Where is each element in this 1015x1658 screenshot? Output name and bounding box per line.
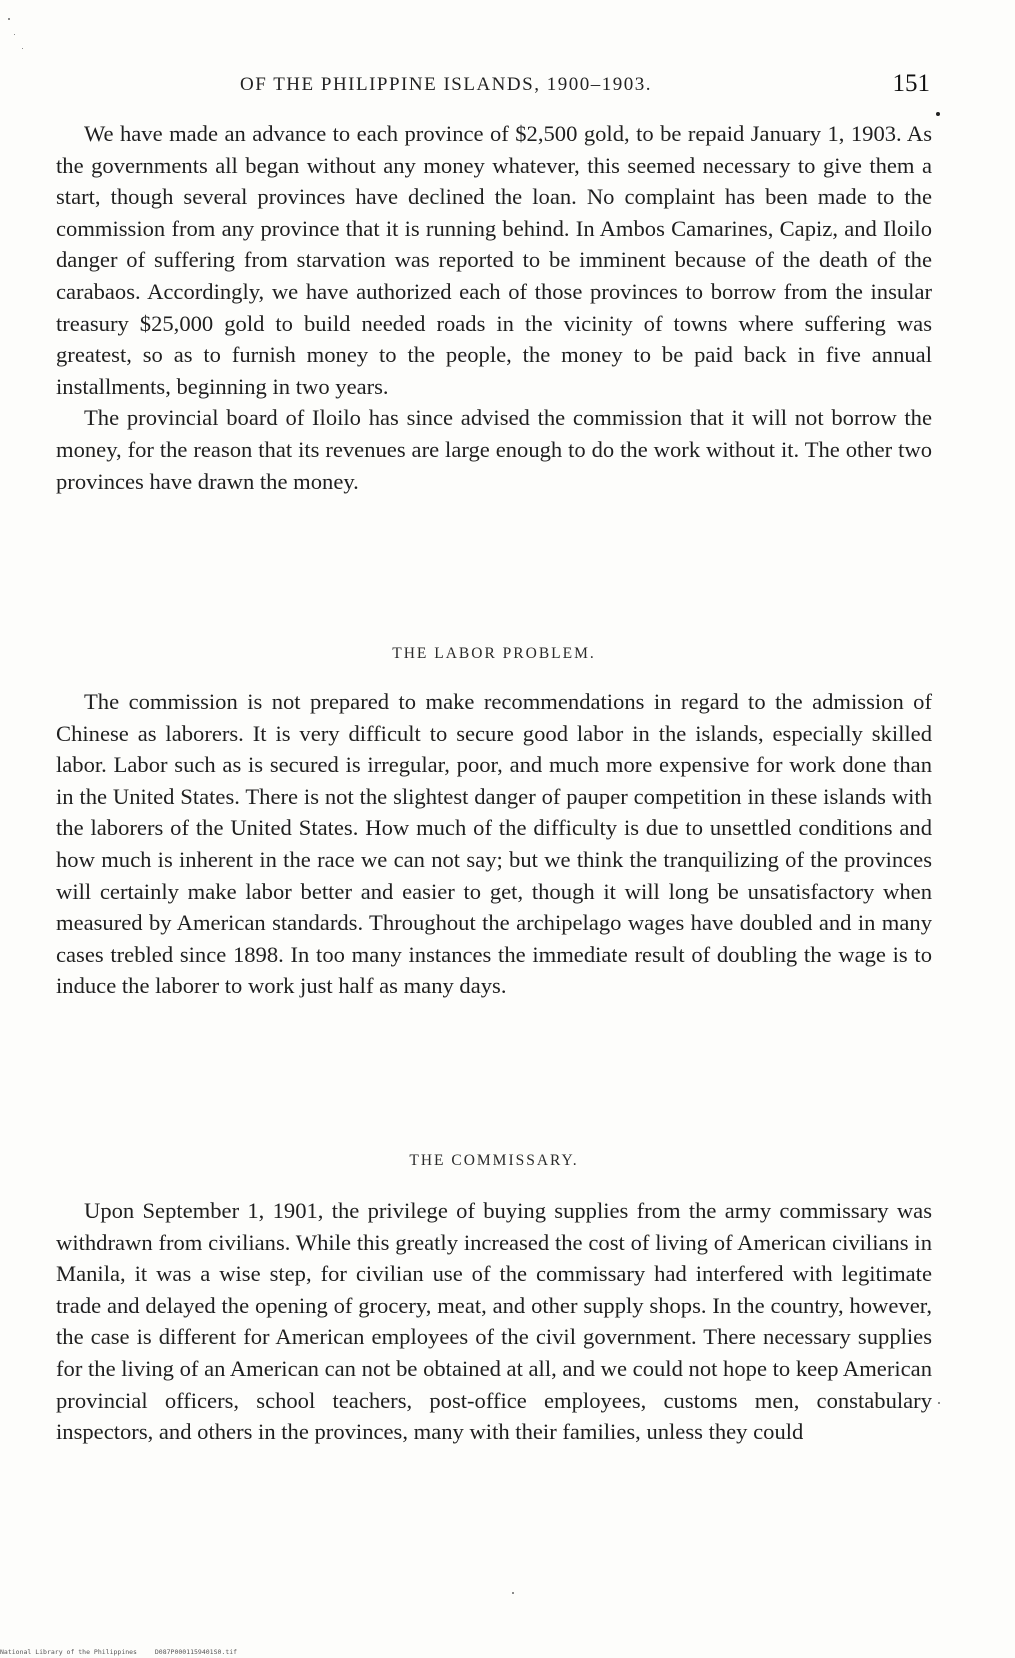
scan-speck <box>22 48 23 49</box>
paragraph: We have made an advance to each province of $2,500 gold, to be repaid January 1, 1903. As the governments all began without any money whatever, this seemed necessary to give them a start, though several provinces have declined the loan. No complaint has been made to the commission from any province that it is running behind. In Ambos Camarines, Capiz, and Iloilo danger of suffering from starvation was reported to be imminent because of the death of the carabaos. Accordingly, we have authorized each of those provinces to borrow from the insular treasury $25,000 gold to build needed roads in the vicinity of towns where suffering was greatest, so as to furnish money to the people, the money to be paid back in five annual installments, beginning in two years. <box>56 121 932 399</box>
scan-speck <box>512 1592 514 1594</box>
body-text-labor <box>56 686 932 1002</box>
library-credit: National Library of the Philippines <box>0 1648 137 1656</box>
scan-file-id: D087P0001159401S0.tif <box>154 1648 238 1656</box>
section-heading-commissary: THE COMMISSARY. <box>409 1152 579 1169</box>
body-text-top <box>56 118 932 497</box>
paragraph: Upon September 1, 1901, the privilege of buying supplies from the army commissary was withdrawn from civilians. While this greatly increased the cost of living of American civilians in Manila, it was a wise step, for civilian use of the commissary had interfered with legitimate trade and delayed the opening of grocery, meat, and other supply shops. In the country, however, the case is different for American employees of the civil government. There necessary supplies for the living of an American can not be obtained at all, and we could not hope to keep American provincial officers, school teachers, post-office employees, customs men, constabulary inspectors, and others in the provinces, many with their families, unless they could <box>56 1198 932 1445</box>
page-number: 151 <box>892 70 930 97</box>
body-text-commissary <box>56 1195 932 1448</box>
paragraph: The provincial board of Iloilo has since advised the commission that it will not borrow the money, for the reason that its revenues are large enough to do the work without it. The other two provinces have drawn the money. <box>56 405 932 494</box>
running-header <box>60 70 930 100</box>
paragraph: The commission is not prepared to make recommendations in regard to the admission of Chinese as laborers. It is very difficult to secure good labor in the islands, especially skilled labor. Labor such as is secured is irregular, poor, and much more expensive for work done than in the United States. There is not the slightest danger of pauper competition in these islands with the laborers of the United States. How much of the difficulty is due to unsettled conditions and how much is inherent in the race we can not say; but we think the tranquilizing of the provinces will certainly make labor better and easier to get, though it will long be unsatisfactory when measured by American standards. Throughout the archipelago wages have doubled and in many cases trebled since 1898. In too many instances the immediate result of doubling the wage is to induce the laborer to work just half as many days. <box>56 689 932 999</box>
scan-speck <box>938 1402 940 1404</box>
scan-footer <box>0 1648 400 1656</box>
section-heading-labor: THE LABOR PROBLEM. <box>392 645 596 662</box>
scan-speck <box>936 112 940 116</box>
scan-speck <box>14 34 15 35</box>
scan-speck <box>8 18 10 20</box>
running-title: OF THE PHILIPPINE ISLANDS, 1900–1903. <box>240 74 652 95</box>
